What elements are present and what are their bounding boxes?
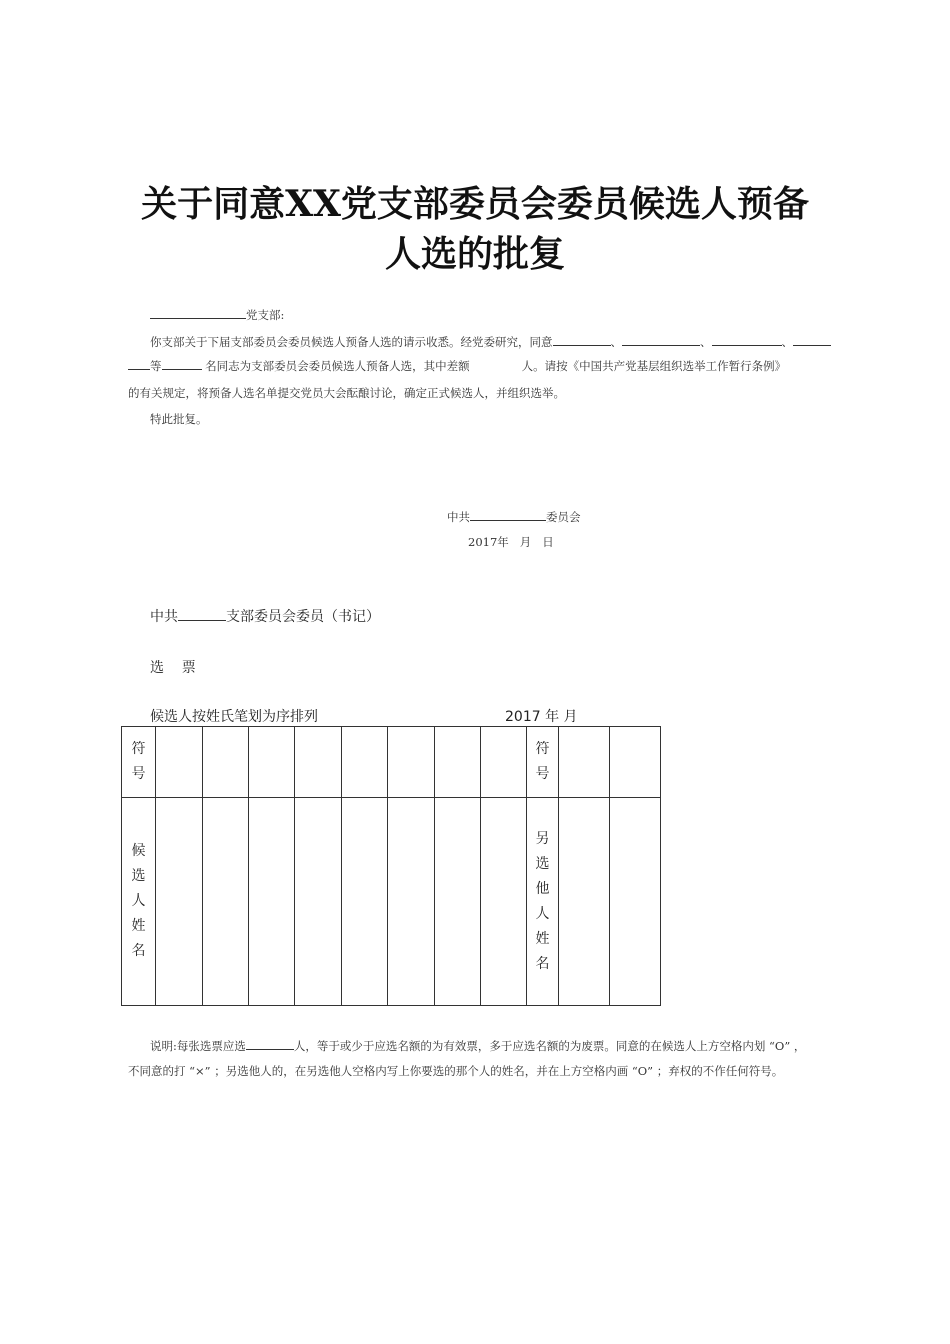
candidate-name-cell[interactable] <box>203 798 249 1006</box>
symbol-label: 符 号 <box>535 741 550 782</box>
salutation <box>150 307 284 323</box>
symbol-cell[interactable] <box>388 727 435 798</box>
other-candidate-label-cell <box>527 798 559 1006</box>
page-title: 关于同意XX党支部委员会委员候选人预备 <box>141 183 809 225</box>
count-blank[interactable] <box>162 358 202 370</box>
branch-name-blank[interactable] <box>150 307 246 319</box>
candidate-name-cell[interactable] <box>156 798 203 1006</box>
symbol-cell[interactable] <box>610 727 661 798</box>
order-note: 候选人按姓氏笔划为序排列 <box>150 709 318 725</box>
separator: 、 <box>610 335 622 349</box>
paragraph-text: 等 <box>150 359 162 373</box>
symbol-cell[interactable] <box>342 727 388 798</box>
candidate-name-cell[interactable] <box>342 798 388 1006</box>
symbol-cell[interactable] <box>156 727 203 798</box>
symbol-cell[interactable] <box>249 727 295 798</box>
candidate-name-cell[interactable] <box>249 798 295 1006</box>
letter-paragraph-line1 <box>150 334 831 350</box>
other-symbol-label-cell <box>527 727 559 798</box>
symbol-cell[interactable] <box>481 727 527 798</box>
signature-suffix: 委员会 <box>546 510 581 524</box>
name-blank-5[interactable] <box>128 358 150 370</box>
name-blank-3[interactable] <box>712 334 782 346</box>
candidate-name-cell[interactable] <box>481 798 527 1006</box>
ballot-title: 选 票 <box>150 660 196 676</box>
candidate-name-cell[interactable] <box>435 798 481 1006</box>
other-name-cell[interactable] <box>610 798 661 1006</box>
name-blank-4[interactable] <box>793 334 831 346</box>
signature <box>447 509 581 525</box>
ballot-header-prefix: 中共 <box>150 609 178 625</box>
page-title-line2: 人选的批复 <box>384 233 565 275</box>
candidate-name-cell[interactable] <box>388 798 435 1006</box>
separator: 、 <box>700 335 712 349</box>
other-name-cell[interactable] <box>559 798 610 1006</box>
symbol-cell[interactable] <box>203 727 249 798</box>
ballot-header <box>150 606 380 626</box>
quota-blank[interactable] <box>246 1038 294 1050</box>
name-blank-2[interactable] <box>622 334 700 346</box>
letter-paragraph-line3: 的有关规定，将预备人选名单提交党员大会酝酿讨论，确定正式候选人，并组织选举。 <box>128 386 565 400</box>
note-line2: 不同意的打 “×” ；另选他人的，在另选他人空格内写上你要选的那个人的姓名，并在上方空格内画 “O” ；弃权的不作任何符号。 <box>128 1064 784 1078</box>
salutation-text: 党支部: <box>246 308 285 322</box>
committee-name-blank[interactable] <box>470 509 546 521</box>
paragraph-text: 人。请按《中国共产党基层组织选举工作暂行条例》 <box>521 359 787 373</box>
ballot-date: 2017 年 月 <box>505 709 578 725</box>
note-text: 人，等于或少于应选名额的为有效票，多于应选名额的为废票。同意的在候选人上方空格内划 “O” ， <box>293 1039 806 1053</box>
name-row <box>122 798 661 1006</box>
paragraph-text: 名同志为支部委员会委员候选人预备人选，其中差额 <box>205 359 470 373</box>
candidate-label: 候 选 人 姓 名 <box>131 843 146 959</box>
symbol-row <box>122 727 661 798</box>
ballot-table <box>121 726 661 1006</box>
signature-prefix: 中共 <box>447 510 470 524</box>
symbol-cell[interactable] <box>295 727 342 798</box>
symbol-cell[interactable] <box>435 727 481 798</box>
symbol-label-cell <box>122 727 156 798</box>
closing-text: 特此批复。 <box>150 412 208 426</box>
symbol-label: 符 号 <box>131 741 146 782</box>
signature-date: 2017年 月 日 <box>468 535 554 549</box>
name-blank-1[interactable] <box>553 334 611 346</box>
letter-paragraph-line2 <box>128 358 786 374</box>
paragraph-text: 你支部关于下届支部委员会委员候选人预备人选的请示收悉。经党委研究，同意 <box>150 335 553 349</box>
branch-blank[interactable] <box>178 606 226 621</box>
other-candidate-label: 另 选 他 人 姓 名 <box>535 830 550 972</box>
ballot-header-suffix: 支部委员会委员（书记） <box>226 609 380 625</box>
note-line1 <box>150 1038 805 1054</box>
note-text: 说明:每张选票应选 <box>150 1039 246 1053</box>
candidate-name-cell[interactable] <box>295 798 342 1006</box>
candidate-label-cell <box>122 798 156 1006</box>
separator: 、 <box>781 335 793 349</box>
symbol-cell[interactable] <box>559 727 610 798</box>
